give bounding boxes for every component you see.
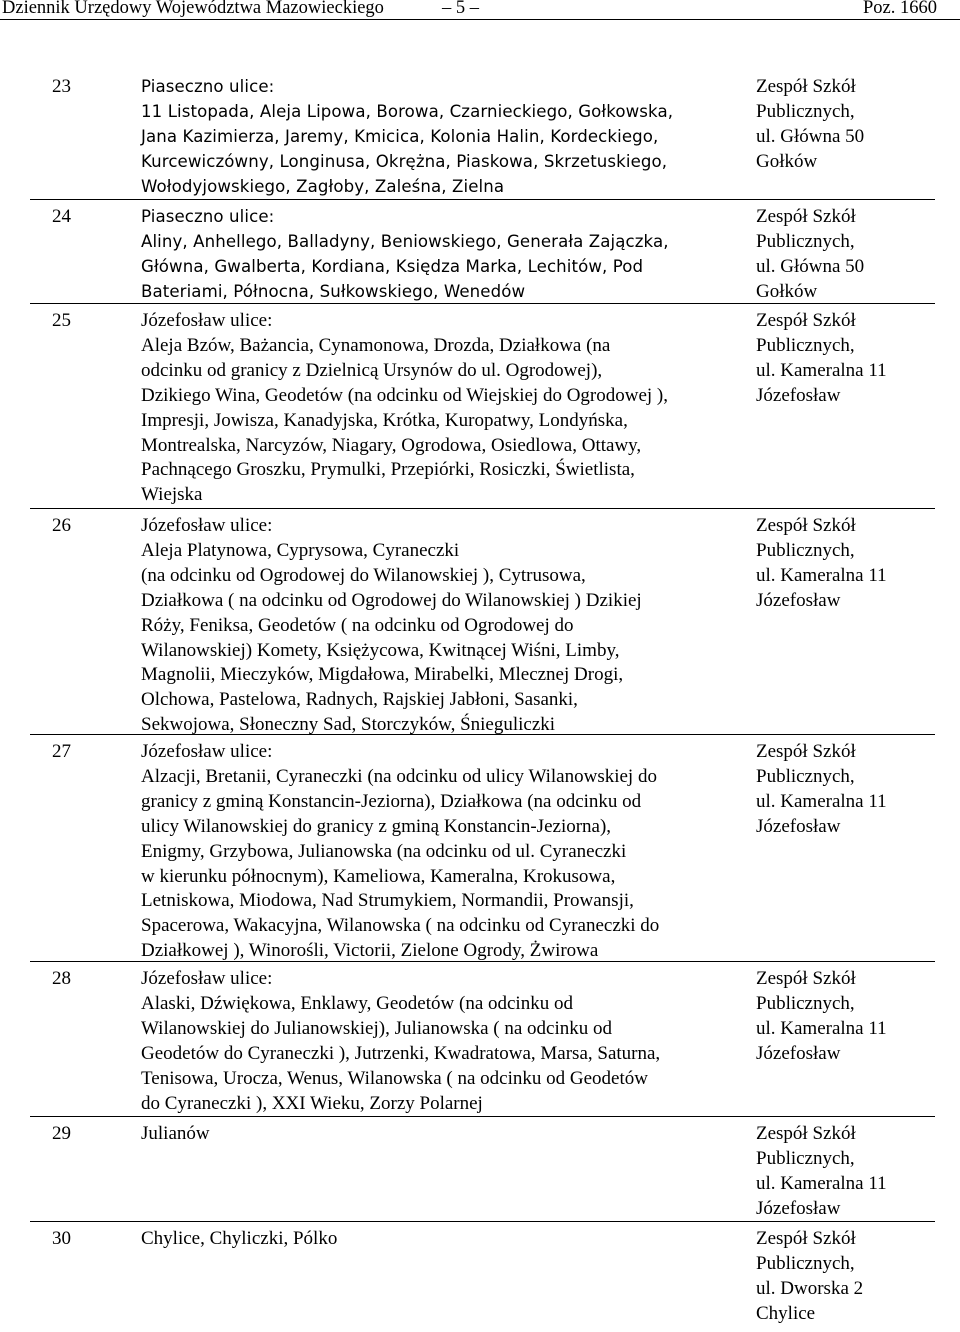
school-address bbox=[756, 1122, 887, 1222]
street-line: Pachnącego Groszku, Prymulki, Przepiórki, Rosiczki, Świetlista, bbox=[141, 459, 635, 481]
school-line: Publicznych, bbox=[756, 992, 855, 1014]
street-line: Główna, Gwalberta, Kordiana, Księdza Marka, Lechitów, Pod bbox=[141, 256, 644, 276]
locality-heading: Józefosław ulice: bbox=[141, 310, 273, 331]
row-number: 28 bbox=[52, 968, 71, 989]
street-line: Wiejska bbox=[141, 484, 203, 506]
locality-heading: Józefosław ulice: bbox=[141, 515, 273, 536]
row-separator bbox=[30, 1116, 935, 1117]
school-address bbox=[756, 75, 864, 175]
street-line: Chylice, Chyliczki, Pólko bbox=[141, 1228, 338, 1249]
row-separator bbox=[30, 303, 935, 304]
street-line: Wołodyjowskiego, Zagłoby, Zaleśna, Zielna bbox=[141, 176, 505, 196]
school-line: Józefosław bbox=[756, 384, 841, 406]
street-list bbox=[141, 309, 741, 508]
locality-heading: Józefosław ulice: bbox=[141, 968, 273, 989]
school-line: Zespół Szkół bbox=[756, 206, 856, 227]
street-line: Wilanowskiej) Komety, Księżycowa, Kwitnącej Wiśni, Limby, bbox=[141, 639, 620, 661]
school-line: Józefosław bbox=[756, 589, 841, 611]
street-list bbox=[141, 740, 741, 964]
journal-title: Dziennik Urzędowy Województwa Mazowieckiego bbox=[2, 0, 384, 18]
school-line: ul. Kameralna 11 bbox=[756, 1172, 887, 1194]
row-number: 26 bbox=[52, 515, 71, 536]
row-number: 30 bbox=[52, 1228, 71, 1249]
row-separator bbox=[30, 1221, 935, 1222]
row-separator bbox=[30, 961, 935, 962]
street-line: Wilanowskiej do Julianowskiej), Julianowska ( na odcinku od bbox=[141, 1017, 612, 1039]
school-address bbox=[756, 740, 887, 840]
street-line: Aliny, Anhellego, Balladyny, Beniowskiego, Generała Zajączka, bbox=[141, 231, 669, 251]
row-number: 27 bbox=[52, 741, 71, 762]
street-list bbox=[141, 205, 741, 305]
school-address bbox=[756, 514, 887, 614]
school-line: Zespół Szkół bbox=[756, 968, 856, 989]
street-line: Działkowej ), Winorośli, Victorii, Zielone Ogrody, Żwirowa bbox=[141, 940, 599, 962]
street-line: Aleja Bzów, Bażancia, Cynamonowa, Drozda, Działkowa (na bbox=[141, 334, 611, 356]
street-line: Kurcewiczówny, Longinusa, Okrężna, Piaskowa, Skrzetuskiego, bbox=[141, 151, 668, 171]
school-address bbox=[756, 967, 887, 1067]
street-list bbox=[141, 967, 741, 1116]
row-number: 24 bbox=[52, 206, 71, 227]
street-line: do Cyraneczki ), XXI Wieku, Zorzy Polarnej bbox=[141, 1092, 483, 1114]
street-line: Aleja Platynowa, Cyprysowa, Cyraneczki bbox=[141, 539, 460, 561]
school-line: Publicznych, bbox=[756, 539, 855, 561]
school-line: Zespół Szkół bbox=[756, 1228, 856, 1249]
school-line: Gołków bbox=[756, 150, 818, 172]
street-line: Dzikiego Wina, Geodetów (na odcinku od Wiejskiej do Ogrodowej ), bbox=[141, 384, 669, 406]
street-line: odcinku od granicy z Dzielnicą Ursynów do ul. Ogrodowej), bbox=[141, 359, 603, 381]
street-line: ulicy Wilanowskiej do granicy z gminą Konstancin-Jeziorna), bbox=[141, 815, 612, 837]
street-line: Jana Kazimierza, Jaremy, Kmicica, Kolonia Halin, Kordeckiego, bbox=[141, 126, 659, 146]
school-line: Zespół Szkół bbox=[756, 515, 856, 536]
school-address bbox=[756, 205, 864, 305]
school-line: Zespół Szkół bbox=[756, 1123, 856, 1144]
school-line: Józefosław bbox=[756, 1042, 841, 1064]
street-line: Julianów bbox=[141, 1123, 210, 1144]
street-line: Alzacji, Bretanii, Cyraneczki (na odcinku od ulicy Wilanowskiej do bbox=[141, 765, 657, 787]
school-line: Gołków bbox=[756, 280, 818, 302]
street-line: Letniskowa, Miodowa, Nad Strumykiem, Normandii, Prowansji, bbox=[141, 890, 634, 912]
street-line: Róży, Feniksa, Geodetów ( na odcinku od Ogrodowej do bbox=[141, 614, 574, 636]
school-line: ul. Dworska 2 bbox=[756, 1277, 864, 1299]
school-line: ul. Kameralna 11 bbox=[756, 359, 887, 381]
street-line: Impresji, Jowisza, Kanadyjska, Krótka, Kuropatwy, Londyńska, bbox=[141, 409, 628, 431]
school-line: ul. Kameralna 11 bbox=[756, 1017, 887, 1039]
street-list bbox=[141, 514, 741, 738]
street-line: Enigmy, Grzybowa, Julianowska (na odcinku od ul. Cyraneczki bbox=[141, 840, 627, 862]
position-number: Poz. 1660 bbox=[863, 0, 937, 18]
school-line: Publicznych, bbox=[756, 1147, 855, 1169]
header-rule bbox=[0, 19, 960, 20]
page-number: – 5 – bbox=[442, 0, 479, 18]
row-separator bbox=[30, 508, 935, 509]
school-line: ul. Główna 50 bbox=[756, 255, 865, 277]
row-separator bbox=[30, 734, 935, 735]
school-line: Józefosław bbox=[756, 1197, 841, 1219]
street-line: Działkowa ( na odcinku od Ogrodowej do Wilanowskiej ) Dzikiej bbox=[141, 589, 642, 611]
school-line: Zespół Szkół bbox=[756, 76, 856, 97]
school-line: ul. Kameralna 11 bbox=[756, 790, 887, 812]
page-header bbox=[0, 0, 960, 28]
street-list bbox=[141, 1227, 741, 1252]
street-line: granicy z gminą Konstancin-Jeziorna), Działkowa (na odcinku od bbox=[141, 790, 642, 812]
row-number: 23 bbox=[52, 76, 71, 97]
street-line: Sekwojowa, Słoneczny Sad, Storczyków, Śnieguliczki bbox=[141, 714, 556, 736]
street-line: Magnolii, Mieczyków, Migdałowa, Mirabelki, Mlecznej Drogi, bbox=[141, 664, 624, 686]
school-line: Józefosław bbox=[756, 815, 841, 837]
street-line: Tenisowa, Urocza, Wenus, Wilanowska ( na odcinku od Geodetów bbox=[141, 1067, 648, 1089]
locality-heading: Piaseczno ulice: bbox=[141, 77, 275, 96]
street-list bbox=[141, 1122, 741, 1147]
street-line: Olchowa, Pastelowa, Radnych, Rajskiej Jabłoni, Sasanki, bbox=[141, 689, 578, 711]
street-line: w kierunku północnym), Kameliowa, Kameralna, Krokusowa, bbox=[141, 865, 616, 887]
street-line: Montrealska, Narcyzów, Niagary, Ogrodowa, Osiedlowa, Ottawy, bbox=[141, 434, 642, 456]
school-address bbox=[756, 309, 887, 409]
school-line: ul. Kameralna 11 bbox=[756, 564, 887, 586]
school-line: Publicznych, bbox=[756, 100, 855, 122]
school-line: Publicznych, bbox=[756, 1252, 855, 1274]
school-line: Publicznych, bbox=[756, 765, 855, 787]
school-line: Publicznych, bbox=[756, 230, 855, 252]
street-line: Spacerowa, Wakacyjna, Wilanowska ( na odcinku od Cyraneczki do bbox=[141, 915, 660, 937]
school-line: Zespół Szkół bbox=[756, 741, 856, 762]
street-line: Bateriami, Północna, Sułkowskiego, Wenedów bbox=[141, 281, 526, 301]
row-separator bbox=[30, 199, 935, 200]
locality-heading: Piaseczno ulice: bbox=[141, 207, 275, 226]
school-line: Zespół Szkół bbox=[756, 310, 856, 331]
street-line: Alaski, Dźwiękowa, Enklawy, Geodetów (na odcinku od bbox=[141, 992, 573, 1014]
school-address bbox=[756, 1227, 863, 1327]
row-number: 29 bbox=[52, 1123, 71, 1144]
school-line: ul. Główna 50 bbox=[756, 125, 865, 147]
locality-heading: Józefosław ulice: bbox=[141, 741, 273, 762]
street-line: 11 Listopada, Aleja Lipowa, Borowa, Czarnieckiego, Gołkowska, bbox=[141, 101, 674, 121]
street-line: (na odcinku od Ogrodowej do Wilanowskiej ), Cytrusowa, bbox=[141, 564, 586, 586]
street-list bbox=[141, 75, 741, 200]
school-line: Publicznych, bbox=[756, 334, 855, 356]
street-line: Geodetów do Cyraneczki ), Jutrzenki, Kwadratowa, Marsa, Saturna, bbox=[141, 1042, 661, 1064]
row-number: 25 bbox=[52, 310, 71, 331]
school-line: Chylice bbox=[756, 1302, 816, 1324]
